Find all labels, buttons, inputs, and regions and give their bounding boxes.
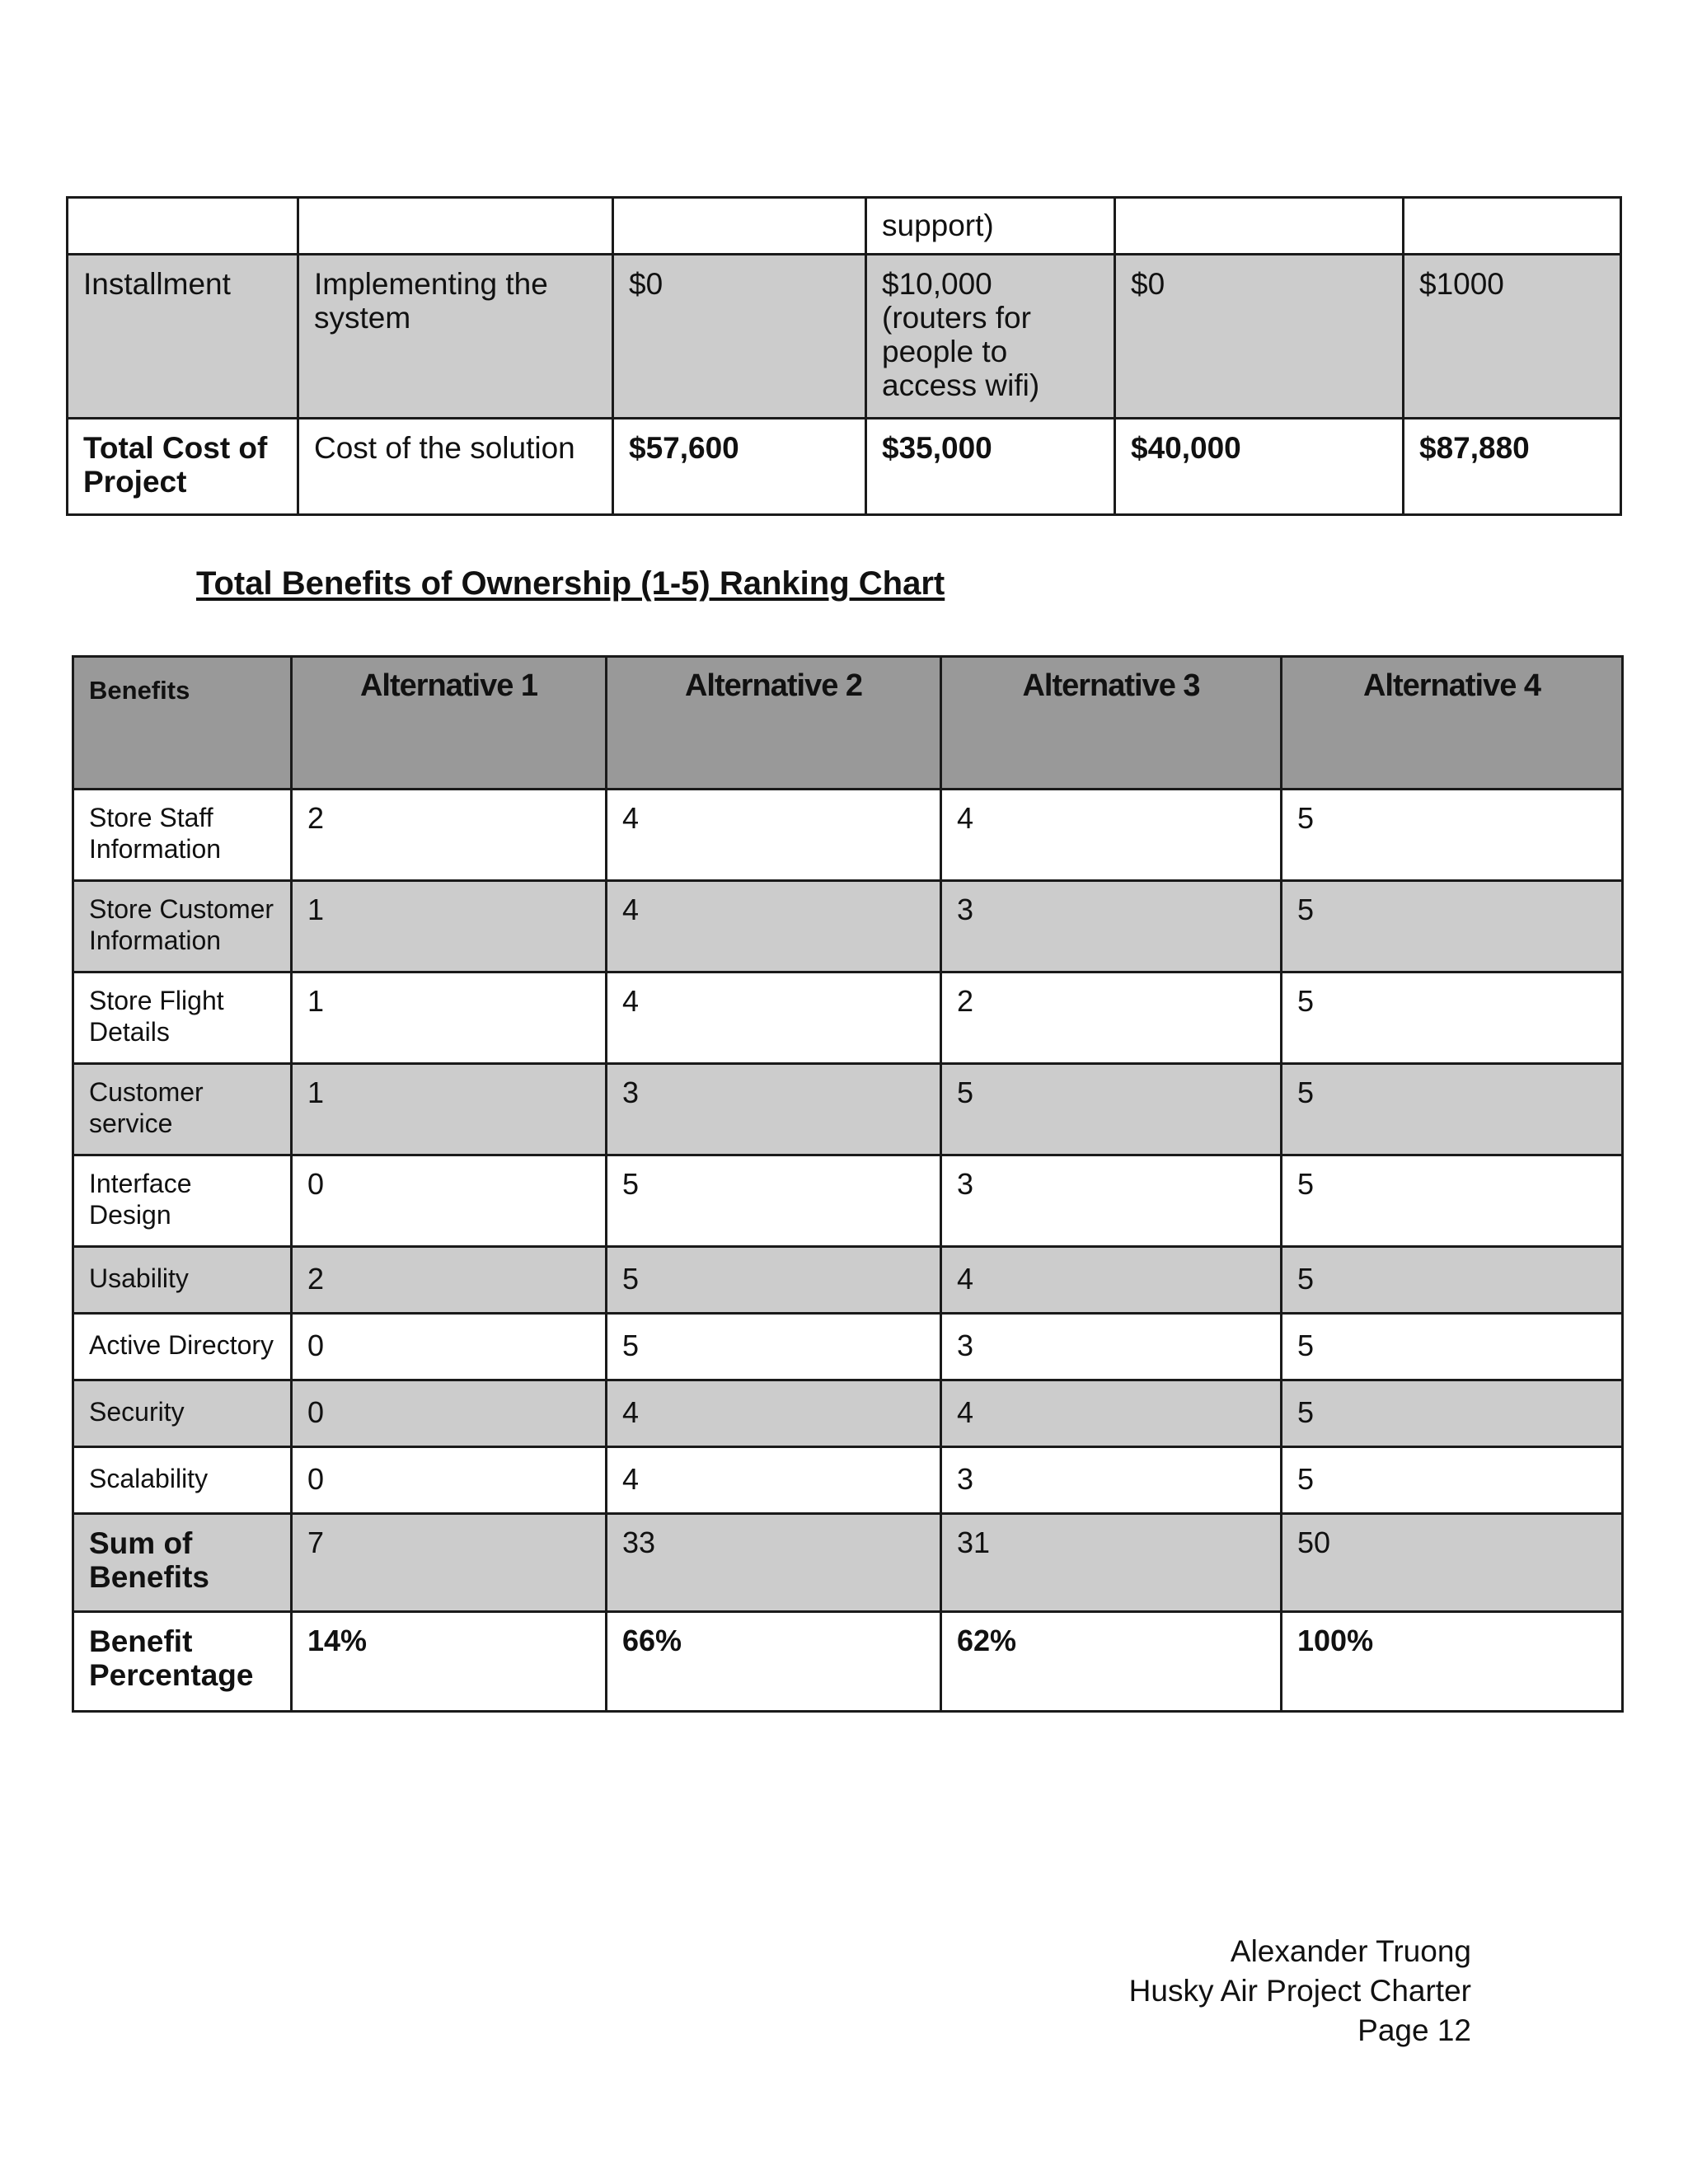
table-header-row [73, 657, 1623, 790]
page-footer [1129, 1932, 1471, 2050]
score-cell: 5 [1282, 790, 1623, 881]
cost-table [66, 196, 1622, 516]
column-header: Alternative 4 [1282, 657, 1623, 790]
percent-row [73, 1612, 1623, 1712]
table-row [73, 881, 1623, 972]
cost-description: Cost of the solution [298, 419, 613, 515]
score-cell: 5 [1282, 1155, 1623, 1247]
cost-alt1: $57,600 [613, 419, 866, 515]
score-cell: 4 [607, 881, 941, 972]
cost-installment-row [68, 255, 1621, 419]
section-title: Total Benefits of Ownership (1-5) Ranking Chart [196, 565, 945, 602]
table-cell [613, 198, 866, 255]
score-cell: 3 [941, 1447, 1282, 1514]
table-row [73, 1155, 1623, 1247]
score-cell: 5 [1282, 1064, 1623, 1155]
score-cell: 5 [941, 1064, 1282, 1155]
sum-row [73, 1514, 1623, 1612]
table-row [73, 1064, 1623, 1155]
score-cell: 0 [292, 1447, 607, 1514]
score-cell: 1 [292, 972, 607, 1064]
cost-alt3: $0 [1115, 255, 1404, 419]
score-cell: 4 [941, 790, 1282, 881]
benefit-label: Store Customer Information [73, 881, 292, 972]
score-cell: 5 [607, 1155, 941, 1247]
score-cell: 1 [292, 1064, 607, 1155]
score-cell: 5 [607, 1314, 941, 1380]
cost-alt3: $40,000 [1115, 419, 1404, 515]
score-cell: 4 [607, 790, 941, 881]
cost-total-row [68, 419, 1621, 515]
table-cell [68, 198, 298, 255]
table-row [73, 1380, 1623, 1447]
percent-cell: 100% [1282, 1612, 1623, 1712]
benefit-label: Active Directory [73, 1314, 292, 1380]
benefit-label: Security [73, 1380, 292, 1447]
benefit-label: Usability [73, 1247, 292, 1314]
benefit-label: Store Staff Information [73, 790, 292, 881]
score-cell: 3 [941, 1314, 1282, 1380]
score-cell: 4 [607, 1447, 941, 1514]
column-header: Alternative 1 [292, 657, 607, 790]
percent-label: Benefit Percentage [73, 1612, 292, 1712]
cost-alt2: $35,000 [866, 419, 1115, 515]
table-cell [298, 198, 613, 255]
benefit-label: Interface Design [73, 1155, 292, 1247]
table-cell [1404, 198, 1621, 255]
score-cell: 0 [292, 1314, 607, 1380]
score-cell: 5 [1282, 1247, 1623, 1314]
sum-cell: 31 [941, 1514, 1282, 1612]
score-cell: 3 [941, 1155, 1282, 1247]
cost-continuation-row [68, 198, 1621, 255]
score-cell: 0 [292, 1380, 607, 1447]
column-header: Alternative 2 [607, 657, 941, 790]
score-cell: 3 [941, 881, 1282, 972]
cost-description: Implementing the system [298, 255, 613, 419]
cost-category: Total Cost of Project [68, 419, 298, 515]
table-row [73, 1314, 1623, 1380]
score-cell: 0 [292, 1155, 607, 1247]
score-cell: 5 [1282, 1447, 1623, 1514]
cost-alt1: $0 [613, 255, 866, 419]
score-cell: 4 [607, 972, 941, 1064]
sum-label: Sum of Benefits [73, 1514, 292, 1612]
score-cell: 5 [1282, 1380, 1623, 1447]
score-cell: 5 [1282, 881, 1623, 972]
score-cell: 4 [607, 1380, 941, 1447]
cost-alt2: $10,000 (routers for people to access wifi) [866, 255, 1115, 419]
score-cell: 2 [292, 1247, 607, 1314]
cost-alt4: $1000 [1404, 255, 1621, 419]
benefits-ranking-table [72, 655, 1624, 1713]
table-row [73, 1447, 1623, 1514]
percent-cell: 62% [941, 1612, 1282, 1712]
table-cell: support) [866, 198, 1115, 255]
percent-cell: 66% [607, 1612, 941, 1712]
score-cell: 1 [292, 881, 607, 972]
score-cell: 4 [941, 1247, 1282, 1314]
benefit-label: Store Flight Details [73, 972, 292, 1064]
table-row [73, 1247, 1623, 1314]
footer-author: Alexander Truong [1230, 1934, 1471, 1968]
sum-cell: 33 [607, 1514, 941, 1612]
table-cell [1115, 198, 1404, 255]
footer-page-number: Page 12 [1357, 2013, 1471, 2047]
benefit-label: Scalability [73, 1447, 292, 1514]
cost-category: Installment [68, 255, 298, 419]
sum-cell: 7 [292, 1514, 607, 1612]
score-cell: 5 [1282, 972, 1623, 1064]
column-header: Alternative 3 [941, 657, 1282, 790]
benefit-label: Customer service [73, 1064, 292, 1155]
column-header: Benefits [73, 657, 292, 790]
score-cell: 2 [292, 790, 607, 881]
score-cell: 5 [1282, 1314, 1623, 1380]
score-cell: 3 [607, 1064, 941, 1155]
cost-alt4: $87,880 [1404, 419, 1621, 515]
percent-cell: 14% [292, 1612, 607, 1712]
sum-cell: 50 [1282, 1514, 1623, 1612]
score-cell: 5 [607, 1247, 941, 1314]
table-row [73, 972, 1623, 1064]
score-cell: 2 [941, 972, 1282, 1064]
table-row [73, 790, 1623, 881]
score-cell: 4 [941, 1380, 1282, 1447]
footer-document-title: Husky Air Project Charter [1128, 1974, 1471, 2008]
